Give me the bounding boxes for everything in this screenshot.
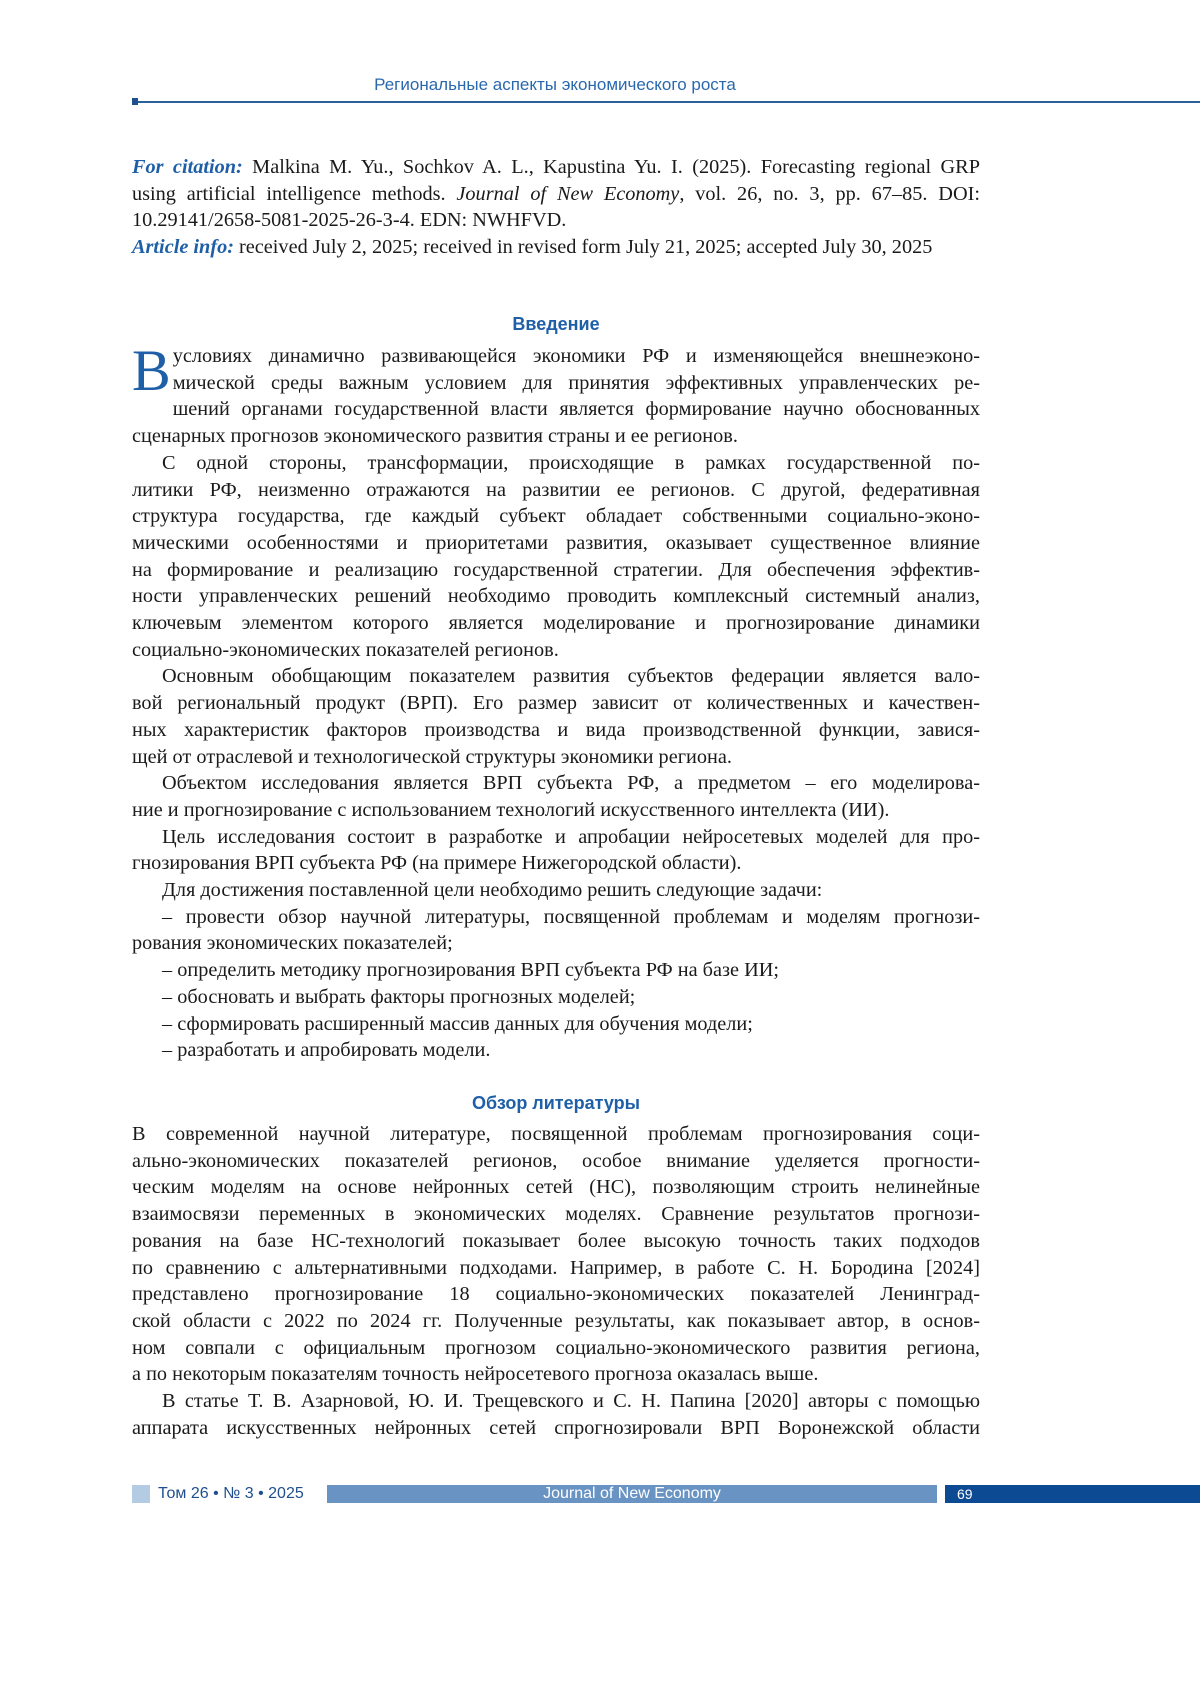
text-line: вой региональный продукт (ВРП). Его размер зависит от количественных и качествен-	[132, 692, 980, 715]
drop-cap: В	[132, 338, 171, 403]
text-line: а по некоторым показателям точность нейросетевого прогноза оказалась выше.	[132, 1363, 819, 1386]
text-line: по сравнению с альтернативными подходами. Например, в работе С. Н. Бородина [2024]	[132, 1256, 980, 1279]
text-line: взаимосвязи переменных в экономических моделях. Сравнение результатов прогнози-	[132, 1203, 980, 1226]
for-citation-label: For citation:	[132, 156, 243, 178]
running-title-text: Региональные аспекты экономического роста	[374, 75, 736, 94]
text-line: ческим моделям на основе нейронных сетей (НС), позволяющим строить нелинейные	[132, 1176, 980, 1199]
paragraph	[132, 1037, 980, 1064]
text-line: Основным обобщающим показателем развития субъектов федерации является вало-	[162, 665, 980, 688]
page-footer	[0, 1484, 1200, 1504]
text-line: сценарных прогнозов экономического развития страны и ее регионов.	[132, 425, 738, 448]
text-line: Объектом исследования является ВРП субъекта РФ, а предметом – его моделирова-	[162, 772, 980, 795]
text-line: представлено прогнозирование 18 социально-экономических показателей Ленинград-	[132, 1283, 980, 1306]
text-line: ных характеристик факторов производства и вида производственной функции, завися-	[132, 718, 980, 741]
text-line: Для достижения поставленной цели необходимо решить следующие задачи:	[162, 879, 823, 902]
article-info	[132, 234, 980, 261]
text-line: – сформировать расширенный массив данных для обучения модели;	[162, 1012, 753, 1035]
text-line: Цель исследования состоит в разработке и апробации нейросетевых моделей для про-	[162, 825, 980, 848]
section-heading-literature-review: Обзор литературы	[471, 1093, 641, 1113]
journal-name: Journal of New Economy	[456, 182, 680, 205]
section-heading-introduction: Введение	[512, 314, 600, 334]
text-line: мической среды важным условием для принятия эффективных управленческих ре-	[172, 371, 980, 394]
paragraph	[132, 1121, 980, 1388]
text-line: рования экономических показателей;	[132, 932, 453, 955]
introduction-body	[132, 338, 980, 1064]
citation-line	[132, 154, 980, 181]
paragraph	[132, 1388, 980, 1441]
text-line: – разработать и апробировать модели.	[162, 1039, 491, 1062]
footer-volume: Том 26 • № 3 • 2025	[158, 1485, 304, 1502]
text-line: на формирование и реализацию государственной стратегии. Для обеспечения эффектив-	[132, 558, 980, 581]
paragraph	[132, 663, 980, 770]
text-line: В статье Т. В. Азарновой, Ю. И. Трещевского и С. Н. Папина [2020] авторы с помощью	[162, 1390, 980, 1413]
text-line: рования на базе НС-технологий показывает более высокую точность таких подходов	[132, 1229, 980, 1252]
paragraph	[132, 1011, 980, 1038]
text-line: щей от отраслевой и технологической структуры экономики региона.	[132, 745, 732, 768]
article-info-label: Article info:	[132, 236, 234, 259]
text-line: С одной стороны, трансформации, происходящие в рамках государственной по-	[162, 451, 980, 474]
paragraph	[132, 824, 980, 877]
paragraph	[132, 904, 980, 957]
text-line: аппарата искусственных нейронных сетей спрогнозировали ВРП Воронежской области	[132, 1416, 980, 1439]
text-line: шений органами государственной власти является формирование научно обоснованных	[172, 398, 980, 421]
text-line: ской области с 2022 по 2024 гг. Полученные результаты, как показывает автор, в основ-	[132, 1309, 980, 1332]
citation-text: , vol. 26, no. 3, pp. 67–85. DOI:	[679, 182, 980, 205]
text-line: – определить методику прогнозирования ВРП субъекта РФ на базе ИИ;	[162, 959, 779, 982]
footer-marker	[132, 1485, 150, 1503]
text-line: ном совпали с официальным прогнозом социально-экономического развития региона,	[132, 1336, 980, 1359]
article-info-text: received July 2, 2025; received in revised form July 21, 2025; accepted July 30, 2025	[233, 236, 933, 259]
paragraph	[132, 770, 980, 823]
literature-review-body	[132, 1121, 980, 1441]
text-line: В современной научной литературе, посвященной проблемам прогнозирования соци-	[132, 1123, 980, 1145]
paragraph	[132, 984, 980, 1011]
header-rule	[132, 101, 1200, 103]
text-line: ключевым элементом которого является моделирование и прогнозирование динамики	[132, 612, 980, 635]
text-line: структура государства, где каждый субъект обладает собственными социально-эконо-	[132, 505, 980, 528]
text-line: – обосновать и выбрать факторы прогнозных моделей;	[162, 985, 636, 1008]
paragraph	[132, 877, 980, 904]
text-line: ности управленческих решений необходимо проводить комплексный системный анализ,	[132, 585, 980, 608]
text-line: условиях динамично развивающейся экономики РФ и изменяющейся внешнеэконо-	[172, 345, 980, 367]
text-line: мическими особенностями и приоритетами развития, оказывает существенное влияние	[132, 531, 980, 554]
citation-line	[132, 181, 980, 208]
paragraph	[132, 338, 980, 450]
paragraph	[132, 957, 980, 984]
text-line: литики РФ, неизменно отражаются на развитии ее регионов. С другой, федеративная	[132, 478, 980, 501]
paragraph	[132, 450, 980, 664]
text-line: гнозирования ВРП субъекта РФ (на примере Нижегородской области).	[132, 852, 742, 875]
citation-block	[132, 154, 980, 261]
text-line: – провести обзор научной литературы, посвященной проблемам и моделям прогнози-	[162, 905, 980, 928]
running-title	[0, 75, 1200, 95]
footer-journal-name: Journal of New Economy	[327, 1485, 937, 1503]
text-line: социально-экономических показателей регионов.	[132, 638, 559, 661]
citation-text: using artificial intelligence methods.	[132, 182, 457, 205]
citation-text: Malkina M. Yu., Sochkov A. L., Kapustina Yu. I. (2025). Forecasting regional GRP	[252, 156, 980, 178]
header-marker	[132, 98, 138, 105]
text-line: ние и прогнозирование с использованием технологий искусственного интеллекта (ИИ).	[132, 798, 890, 821]
text-line: ально-экономических показателей регионов, особое внимание уделяется прогности-	[132, 1149, 980, 1172]
citation-doi: 10.29141/2658-5081-2025-26-3-4. EDN: NWHFVD.	[132, 209, 567, 232]
page-number: 69	[945, 1485, 1200, 1503]
